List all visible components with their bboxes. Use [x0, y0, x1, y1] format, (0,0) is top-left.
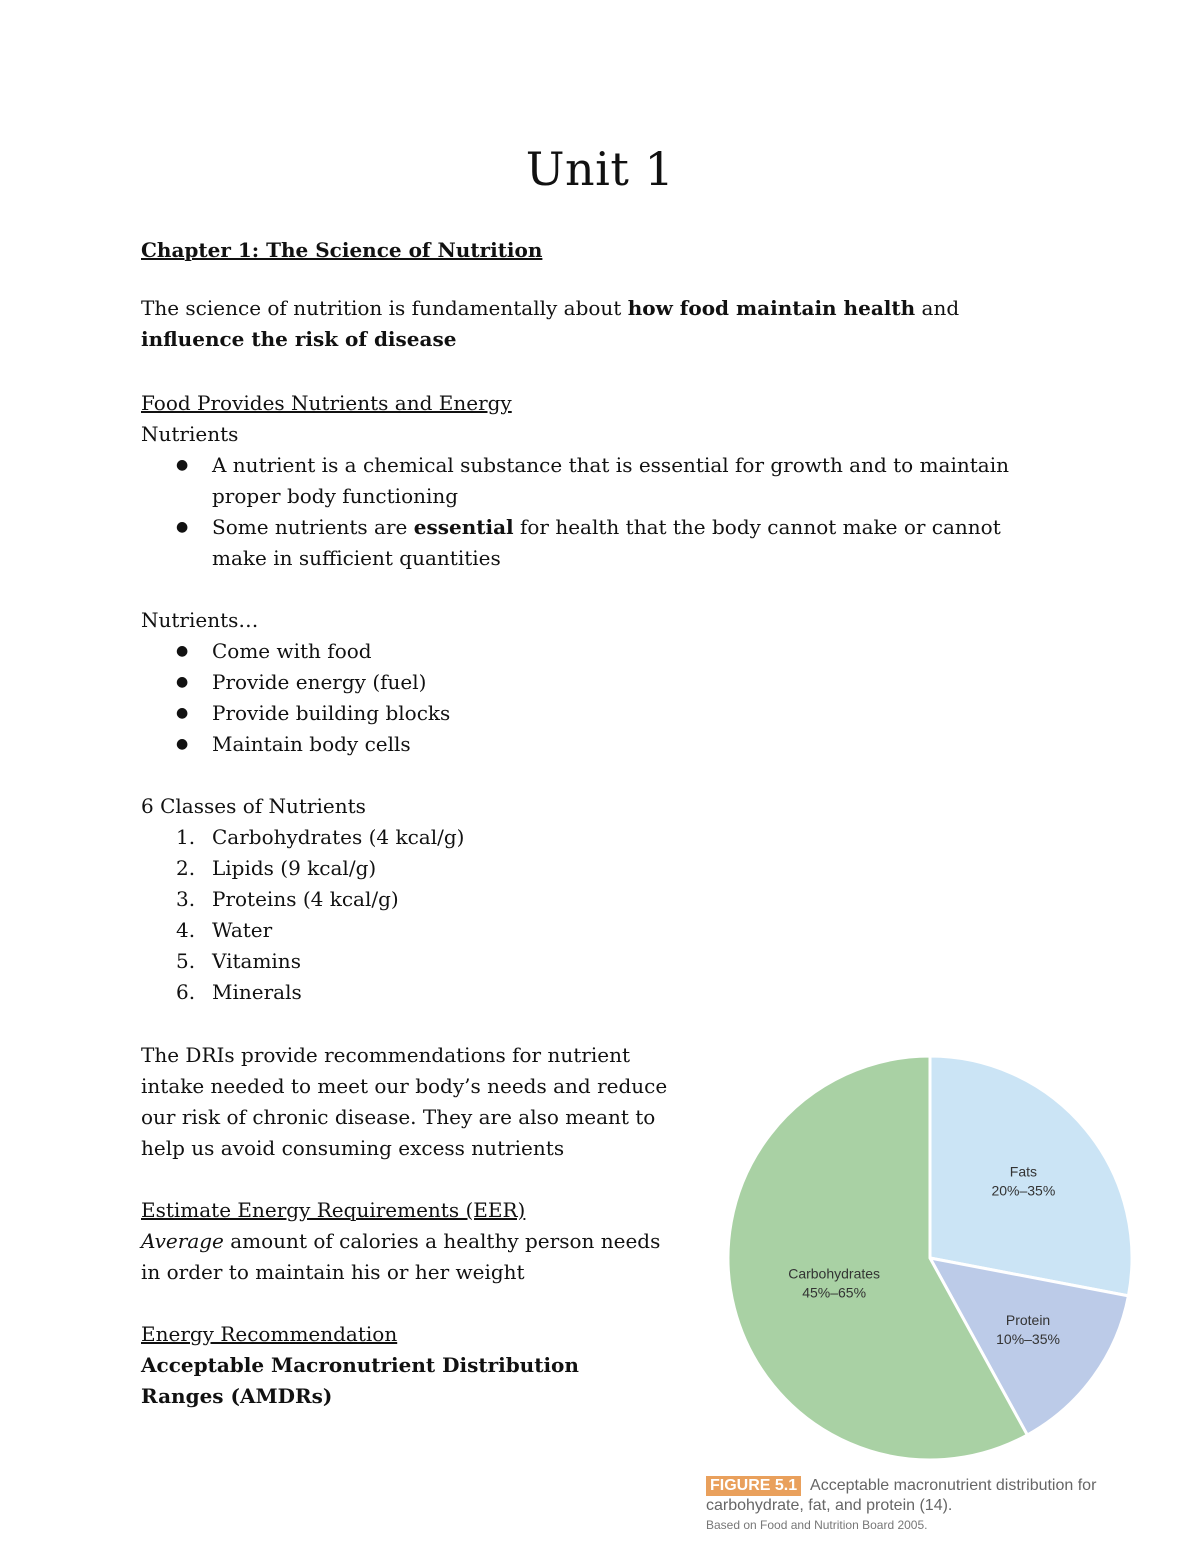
list-item-text: Carbohydrates (4 kcal/g) — [212, 825, 465, 849]
list-item — [141, 853, 741, 884]
eer-body: amount of calories a healthy person needs in order to maintain his or her weight — [141, 1229, 661, 1284]
list-item — [141, 512, 1021, 574]
list-item-text: Water — [212, 918, 273, 942]
list-item — [141, 636, 741, 667]
slice-range-carbohydrates: 45%–65% — [802, 1284, 867, 1301]
list-item-text: Some nutrients are — [212, 515, 414, 539]
classes-numbered-list — [141, 822, 741, 1008]
list-item — [141, 977, 741, 1008]
caption-source: Based on Food and Nutrition Board 2005. — [706, 1518, 928, 1532]
eer-text — [141, 1226, 671, 1288]
intro-text-2: and — [915, 296, 960, 320]
list-item — [141, 450, 1021, 512]
eer-section — [141, 1195, 671, 1288]
chapter-heading: Chapter 1: The Science of Nutrition — [141, 238, 543, 262]
list-item-text: Provide building blocks — [212, 701, 451, 725]
slice-label-fats: Fats — [1009, 1163, 1038, 1180]
list-number: 4. — [176, 918, 196, 942]
bullet-icon: ● — [176, 457, 189, 473]
list-item-text: Vitamins — [212, 949, 301, 973]
list-item-text: Minerals — [212, 980, 302, 1004]
food-bullet-list — [141, 450, 1021, 574]
list-item-text: A nutrient is a chemical substance that is essential for growth and to maintain proper body functioning — [212, 453, 1009, 508]
slice-range-fats: 20%–35% — [991, 1182, 1056, 1199]
list-item-text: Maintain body cells — [212, 732, 411, 756]
nutrients-heading: Nutrients… — [141, 608, 259, 632]
nutrients-section — [141, 605, 741, 760]
list-item-bold: essential — [413, 515, 514, 539]
energy-section — [141, 1319, 661, 1412]
list-item — [141, 884, 741, 915]
list-number: 3. — [176, 887, 196, 911]
list-item — [141, 667, 741, 698]
list-item — [141, 946, 741, 977]
list-item — [141, 698, 741, 729]
list-item — [141, 822, 741, 853]
eer-heading: Estimate Energy Requirements (EER) — [141, 1198, 526, 1222]
amdr-heading: Acceptable Macronutrient Distribution Ranges (AMDRs) — [141, 1353, 579, 1408]
intro-bold-1: how food maintain health — [627, 296, 916, 320]
slice-label-protein: Protein — [1005, 1312, 1051, 1329]
nutrients-bullet-list — [141, 636, 741, 760]
classes-section — [141, 791, 741, 1008]
intro-text-1: The science of nutrition is fundamentally about — [141, 296, 628, 320]
figure-label: FIGURE 5.1 — [706, 1476, 801, 1496]
list-item-text: Provide energy (fuel) — [212, 670, 427, 694]
list-number: 5. — [176, 949, 196, 973]
bullet-icon: ● — [176, 519, 189, 535]
list-number: 6. — [176, 980, 196, 1004]
slice-range-protein: 10%–35% — [996, 1331, 1060, 1348]
dri-paragraph: The DRIs provide recommendations for nutrient intake needed to meet our body’s needs and reduce our risk of chronic disease. They are also meant to help us avoid consuming excess nutrients — [141, 1043, 668, 1160]
bullet-icon: ● — [176, 674, 189, 690]
intro-paragraph — [141, 293, 1041, 355]
page-title: Unit 1 — [525, 142, 675, 196]
caption-text-block — [706, 1476, 1166, 1516]
amdr-pie-chart — [700, 1040, 1160, 1550]
classes-heading: 6 Classes of Nutrients — [141, 794, 366, 818]
list-number: 2. — [176, 856, 196, 880]
bullet-icon: ● — [176, 643, 189, 659]
list-number: 1. — [176, 825, 196, 849]
food-heading: Food Provides Nutrients and Energy — [141, 391, 512, 415]
list-item-text: Proteins (4 kcal/g) — [212, 887, 399, 911]
list-item-text: Lipids (9 kcal/g) — [212, 856, 377, 880]
list-item — [141, 915, 741, 946]
eer-italic: Average — [141, 1229, 224, 1253]
caption-text: Acceptable macronutrient distribution for carbohydrate, fat, and protein (14). — [706, 1477, 1097, 1514]
food-section — [141, 388, 1021, 574]
figure-caption — [706, 1476, 1166, 1534]
slice-label-carbohydrates: Carbohydrates — [788, 1265, 881, 1282]
pie-chart-svg — [700, 1040, 1160, 1470]
list-item-text: Come with food — [212, 639, 372, 663]
list-item — [141, 729, 741, 760]
energy-heading: Energy Recommendation — [141, 1322, 398, 1346]
bullet-icon: ● — [176, 736, 189, 752]
food-subheading: Nutrients — [141, 422, 239, 446]
intro-bold-2: influence the risk of disease — [141, 327, 457, 351]
bullet-icon: ● — [176, 705, 189, 721]
list-item-text: for health that the body cannot make or cannot make in sufficient quantities — [212, 515, 1001, 570]
